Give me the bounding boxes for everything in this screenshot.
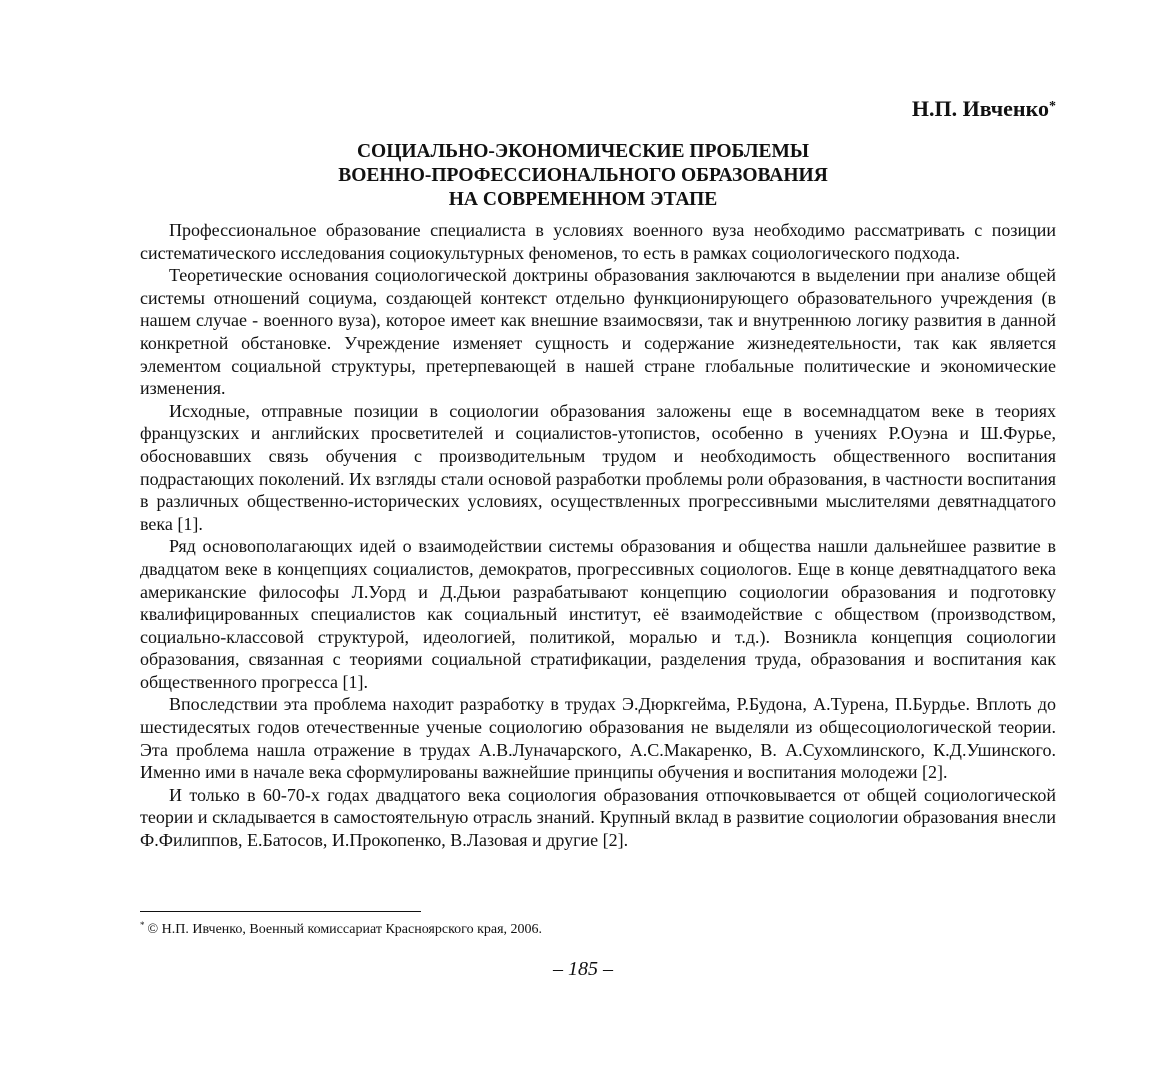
paragraph: Профессиональное образование специалиста в условиях военного вуза необходимо рассматривать с позиции систематического исследования социокультурных феноменов, то есть в рамках социологического подхода. bbox=[140, 220, 1056, 263]
title-line: НА СОВРЕМЕННОМ ЭТАПЕ bbox=[448, 189, 718, 210]
article-title bbox=[140, 140, 1026, 212]
author-name-text: Н.П. Ивченко bbox=[911, 96, 1049, 121]
page-number: – 185 – bbox=[553, 958, 613, 980]
paragraph: Теоретические основания социологической доктрины образования заключаются в выделении при анализе общей системы отношений социума, создающей контекст отдельно функционирующего образовательного учреждения (в нашем случае - военного вуза), которое имеет как внешние взаимосвязи, так и внутреннюю логику развития в данной конкретной обстановке. Учреждение изменяет сущность и содержание жизнедеятельности, так как является элементом социальной структуры, претерпевающей в нашей стране глобальные политические и экономические изменения. bbox=[140, 265, 1056, 399]
paragraph: И только в 60-70-х годах двадцатого века социология образования отпочковывается от общей социологической теории и складывается в самостоятельную отрасль знаний. Крупный вклад в развитие социологии образования внесли Ф.Филиппов, Е.Батосов, И.Прокопенко, В.Лазовая и другие [2]. bbox=[140, 784, 1056, 851]
paragraph: Ряд основополагающих идей о взаимодействии системы образования и общества нашли дальнейшее развитие в двадцатом веке в концепциях социалистов, демократов, прогрессивных социологов. Еще в конце девятнадцатого века американские философы Л.Уорд и Д.Дьюи разрабатывают концепцию социологии образования и подготовку квалифицированных специалистов как социальный институт, её взаимодействие с обществом (производством, социально-классовой структурой, идеологией, политикой, моралью и т.д.). Возникла концепция социологии образования, связанная с теориями социальной стратификации, разделения труда, образования и воспитания как общественного прогресса [1]. bbox=[140, 536, 1056, 692]
author-footnote-mark: * bbox=[1049, 99, 1056, 114]
paragraph: Исходные, отправные позиции в социологии образования заложены еще в восемнадцатом веке в теориях французских и английских просветителей и социалистов-утопистов, особенно в учениях Р.Оуэна и Ш.Фурье, обосновавших связь обучения с производительным трудом и необходимость общественного воспитания подрастающих поколений. Их взгляды стали основой разработки проблемы роли образования, в частности воспитания в различных общественно-исторических условиях, осуществленных прогрессивными мыслителями девятнадцатого века [1]. bbox=[140, 400, 1056, 534]
title-line: СОЦИАЛЬНО-ЭКОНОМИЧЕСКИЕ ПРОБЛЕМЫ bbox=[356, 141, 810, 162]
paragraph: Впоследствии эта проблема находит разработку в трудах Э.Дюркгейма, Р.Будона, А.Турена, П.Бурдье. Вплоть до шестидесятых годов отечественные ученые социологию образования не выделяли из общесоциологической теории. Эта проблема нашла отражение в трудах А.В.Луначарского, А.С.Макаренко, В. А.Сухомлинского, К.Д.Ушинского. Именно ими в начале века сформулированы важнейшие принципы обучения и воспитания молодежи [2]. bbox=[140, 694, 1056, 783]
footnote-mark: * bbox=[140, 920, 145, 930]
author-name bbox=[912, 96, 1056, 122]
footnote-text: © Н.П. Ивченко, Военный комиссариат Красноярского края, 2006. bbox=[147, 922, 543, 937]
footnote-divider bbox=[140, 911, 421, 912]
footnote bbox=[140, 922, 542, 938]
article-body bbox=[140, 219, 1056, 852]
title-line: ВОЕННО-ПРОФЕССИОНАЛЬНОГО ОБРАЗОВАНИЯ bbox=[338, 165, 828, 186]
